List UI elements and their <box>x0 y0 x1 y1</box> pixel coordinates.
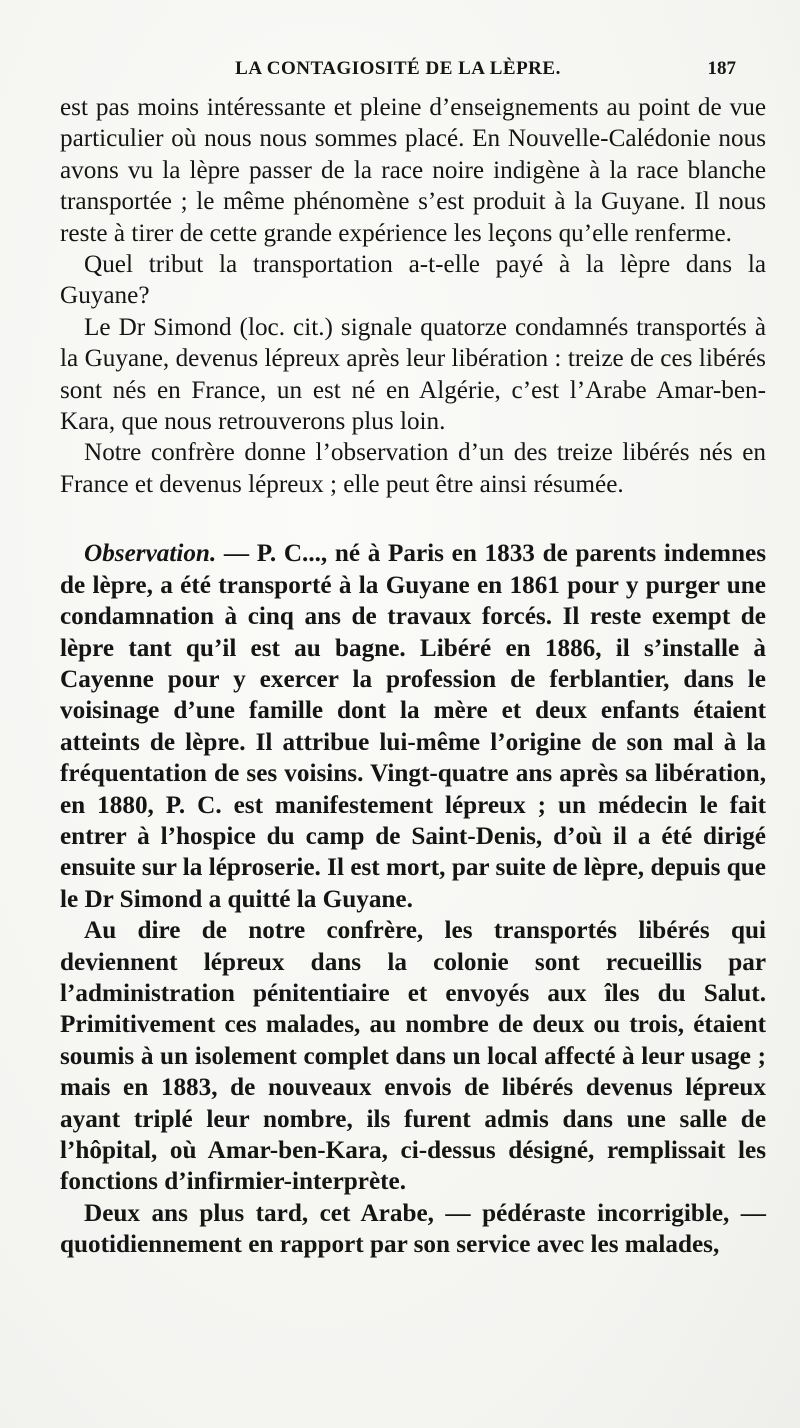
paragraph-continuation: est pas moins intéressante et pleine d’enseignements au point de vue particulier où nous nous sommes placé. En Nouvelle-Calédonie nous avons vu la lèpre passer de la race noire indigène à la race blanche transportée ; le même phénomène s’est produit à la Guyane. Il nous reste à tirer de cette grande expérience les leçons qu’elle renferme. <box>60 94 766 247</box>
observation-label: Observation. <box>84 540 217 568</box>
body-text <box>60 92 766 1261</box>
paragraph-au-dire: Au dire de notre confrère, les transportés libérés qui deviennent lépreux dans la colonie sont recueillis par l’administration pénitentiaire et envoyés aux îles du Salut. Primitivement ces malades, au nombre de deux ou trois, étaient soumis à un isolement complet dans un local affecté à leur usage ; mais en 1883, de nouveaux envois de libérés devenus lépreux ayant triplé leur nombre, ils furent admis dans une salle de l’hôpital, où Amar-ben-Kara, ci-dessus désigné, remplissait les fonctions d’infirmier-interprète. <box>60 917 766 1196</box>
paragraph-observation <box>60 538 766 915</box>
paragraph-tribut: Quel tribut la transportation a-t-elle payé à la lèpre dans la Guyane? <box>60 251 766 310</box>
paragraph-simond: Le Dr Simond (loc. cit.) signale quatorze condamnés transportés à la Guyane, devenus lépreux après leur libération : treize de ces libérés sont nés en France, un est né en Algérie, c’est l’Arabe Amar-ben-Kara, que nous retrouverons plus loin. <box>60 313 766 436</box>
page-number: 187 <box>707 58 736 79</box>
paragraph-confrere: Notre confrère donne l’observation d’un des treize libérés nés en France et devenus lépreux ; elle peut être ainsi résumée. <box>60 439 766 498</box>
running-title: LA CONTAGIOSITÉ DE LA LÈPRE. <box>235 58 561 79</box>
running-header <box>60 58 736 88</box>
paragraph-deux-ans: Deux ans plus tard, cet Arabe, — pédéraste incorrigible, — quotidiennement en rapport par son service avec les malades, <box>60 1199 766 1259</box>
observation-text: — P. C..., né à Paris en 1833 de parents indemnes de lèpre, a été transporté à la Guyane en 1861 pour y purger une condamnation à cinq ans de travaux forcés. Il reste exempt de lèpre tant qu’il est au bagne. Libéré en 1886, il s’installe à Cayenne pour y exercer la profession de ferblantier, dans le voisinage d’une famille dont la mère et deux enfants étaient atteints de lèpre. Il attribue lui-même l’origine de son mal à la fréquentation de ses voisins. Vingt-quatre ans après sa libération, en 1880, P. C. est manifestement lépreux ; un médecin le fait entrer à l’hospice du camp de Saint-Denis, d’où il a été dirigé ensuite sur la léproserie. Il est mort, par suite de lèpre, depuis que le Dr Simond a quitté la Guyane. <box>60 540 766 913</box>
